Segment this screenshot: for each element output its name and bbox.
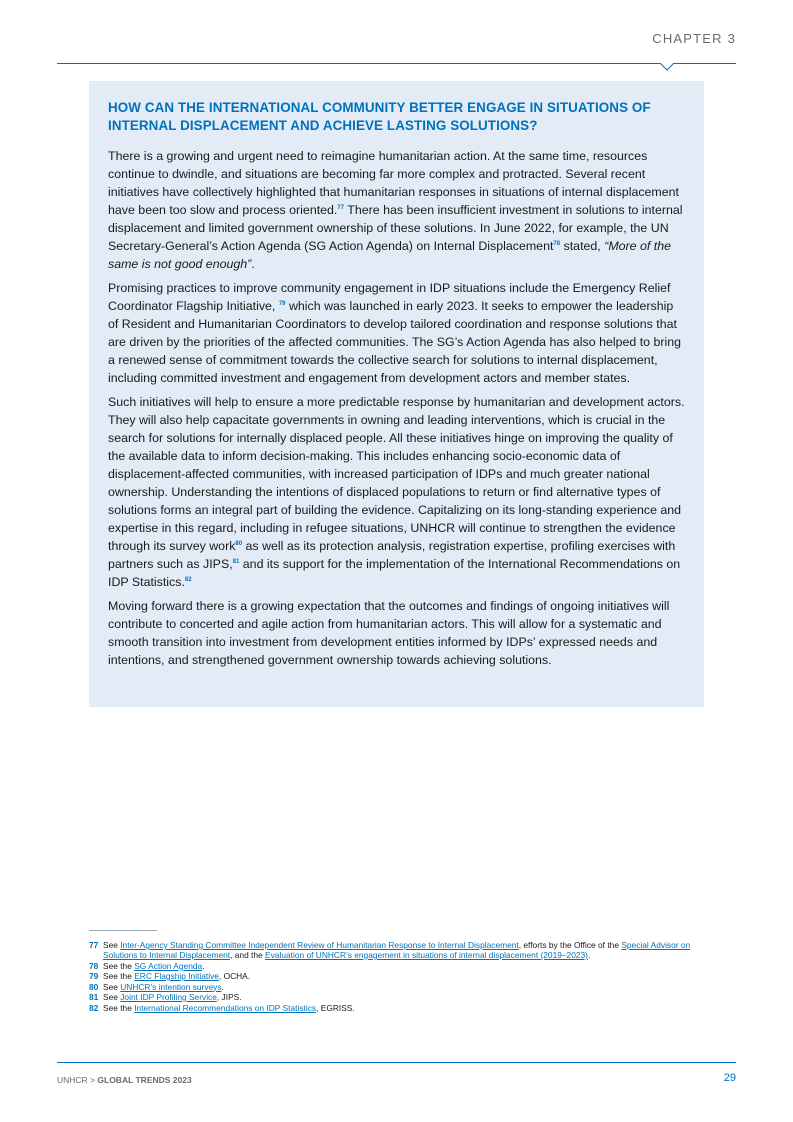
footnote-ref-80[interactable]: 80 xyxy=(235,540,243,547)
paragraph-1: There is a growing and urgent need to reimagine humanitarian action. At the same time, resources continue to dwindle, and situations are becoming far more complex and protracted. Several recent initiatives have collectively highlighted that humanitarian responses in situations of internal displacement have been too slow and process oriented.$^{77}$ There has been insufficient investment in solutions to internal displacement and limited government ownership of these solutions. In June 2022, for example, the UN Secretary-General’s Action Agenda (SG Action Agenda) on Internal Displacement$^{78}$ stated, “More of the same is not good enough”. xyxy=(108,149,683,271)
link-intention-surveys[interactable]: UNHCR’s intention surveys xyxy=(120,981,222,992)
paragraph-2: Promising practices to improve community engagement in IDP situations include the Emergency Relief Coordinator Flagship Initiative, $^{79}$ which was launched in early 2023. It seeks to empower the leadership of Resident and Humanitarian Coordinators to develop tailored coordination and response solutions that are driven by the priorities of the affected communities. The SG’s Action Agenda has also helped to bring a renewed sense of commitment towards the collective search for solutions to internal displacement, including committed investment and engagement from development actors and member states. xyxy=(108,281,682,385)
footnote-ref-82[interactable]: 82 xyxy=(184,576,192,583)
link-idp-statistics[interactable]: International Recommendations on IDP Statistics xyxy=(134,1002,317,1013)
link-jips[interactable]: Joint IDP Profiling Service xyxy=(120,992,217,1002)
footnote-78: 78 See the SG Action Agenda. xyxy=(89,960,205,971)
footnote-divider xyxy=(89,930,157,931)
link-iasc-review[interactable]: Inter-Agency Standing Committee Independent Review of Humanitarian Response to Internal Displacement xyxy=(120,940,519,950)
paragraph-3: Such initiatives will help to ensure a more predictable response by humanitarian and development actors. They will also help capacitate governments in owning and leading interventions, which is crucial in the search for solutions for internally displaced people. All these initiatives hinge on improving the quality of the available data to inform decision-making. This includes enhancing socio-economic data of displacement-affected communities, with increased participation of IDPs and much greater national ownership. Understanding the intentions of displaced populations to return or find alternative types of solutions forms an integral part of building the evidence. Capitalizing on its long-standing experience and expertise in this regard, including in refugee situations, UNHCR will continue to strengthen the evidence through its survey work$^{80}$ as well as its protection analysis, registration expertise, profiling exercises with partners such as JIPS,$^{81}$ and its support for the implementation of the International Recommendations on IDP Statistics.$^{82}$ xyxy=(108,395,685,589)
chapter-label: CHAPTER 3 xyxy=(652,31,736,46)
footnote-ref-78[interactable]: 78 xyxy=(553,240,561,247)
footer-breadcrumb: UNHCR > GLOBAL TRENDS 2023 xyxy=(57,1075,192,1085)
footnote-81: 81 See Joint IDP Profiling Service, JIPS. xyxy=(89,992,242,1002)
header-notch-decoration xyxy=(660,63,674,71)
header-divider xyxy=(57,63,736,64)
footnote-79: 79 See the ERC Flagship Initiative, OCHA. xyxy=(89,971,251,981)
footnote-77: 77 See Inter-Agency Standing Committee Independent Review of Humanitarian Response to Internal Displacement, efforts by the Office of the Special Advisor on Solutions to Internal Displacement, and the Evaluation of UNHCR’s engagement in situations of internal displacement (2019–2023). xyxy=(89,940,691,960)
link-sg-action-agenda[interactable]: SG Action Agenda xyxy=(134,960,203,971)
footnote-ref-81[interactable]: 81 xyxy=(232,558,240,565)
footnote-82: 82 See the International Recommendations on IDP Statistics, EGRISS. xyxy=(89,1002,355,1013)
footnotes xyxy=(89,940,699,1013)
page-number: 29 xyxy=(723,1072,736,1084)
link-special-advisor[interactable]: Special Advisor on Solutions to Internal Displacement xyxy=(103,940,691,960)
footer-divider xyxy=(57,1062,736,1063)
link-unhcr-evaluation[interactable]: Evaluation of UNHCR’s engagement in situations of internal displacement (2019–2023) xyxy=(265,950,588,960)
footnote-ref-79[interactable]: 79 xyxy=(278,300,286,307)
link-erc-flagship[interactable]: ERC Flagship Initiative xyxy=(134,971,219,981)
info-box xyxy=(89,81,704,707)
box-title: HOW CAN THE INTERNATIONAL COMMUNITY BETTER ENGAGE IN SITUATIONS OF INTERNAL DISPLACEMENT AND ACHIEVE LASTING SOLUTIONS? xyxy=(108,100,651,133)
footnote-ref-77[interactable]: 77 xyxy=(337,204,345,211)
footnote-80: 80 See UNHCR’s intention surveys. xyxy=(89,981,224,992)
quote: “More of the same is not good enough” xyxy=(108,239,671,271)
paragraph-4: Moving forward there is a growing expectation that the outcomes and findings of ongoing initiatives will contribute to concerted and agile action from humanitarian actors. This will allow for a systematic and smooth transition into investment from development entities informed by IDPs’ expressed needs and intentions, and strengthened government ownership towards achieving solutions. xyxy=(108,599,670,667)
